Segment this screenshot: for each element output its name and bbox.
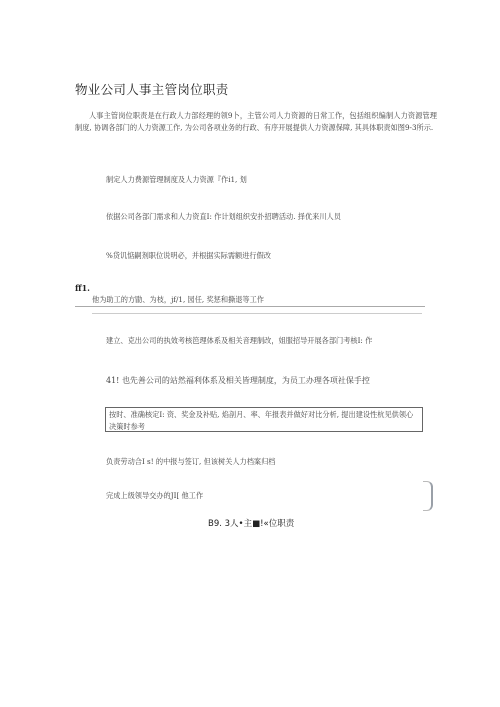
divider-line-1 [75,306,425,307]
duty-item-1: 制定人力费源管理制度及人力资源『作i1, 划 [106,175,247,184]
duty-item-4: 他为助工的方勖、为枝，jf/1, 园任, 奖惩和撕退等工作 [92,295,264,304]
duty-item-8: 负责劳动合I s! 的中报与签订, 但该树关人力档案归档 [106,457,276,466]
section-marker: ff1. [75,283,90,293]
divider-line-2 [92,313,422,314]
figure-caption: B9. 3人•主■!«位职责 [208,519,295,529]
duty-item-2: 依据公司各部门需求和人力资直I: 作计划组织安扑招聘活动. 择优来川人员 [106,212,341,221]
document-title: 物业公司人事主管岗位职责 [75,82,229,97]
duty-item-6: 41! 也先善公司的站然福利体系及相关皆理制度，为员工办理各项社保手控 [106,376,370,385]
duty-item-5: 建立、克出公司的执效考核笆理体系及相关音理制改，姐服招导开展各部门考核I: 作 [106,336,373,345]
duty-item-9: 完成上级领导交办的JI[ 他工作 [106,491,204,500]
intro-paragraph: 人事主管岗位职责是在行政人力部经理的领9卜，主管公司人力资源的日常工作，包括组织编制人力资源管理制度, 协调各部门的人力资源工作, 为公司各项业务的行政、有序开展提供人力资源保障, 其具体职责如图9-3所示. [75,111,437,133]
duty-item-3: %货讥惦嗣剂职位说明必，并根据实际需额进行假改 [106,251,271,260]
bracket-decoration [423,481,433,511]
duty-item-7-box: 按时、准确核定I: 资、奖金及补贴, 焰剖月、率、年报表并做好对比分析, 提出建设性杭见供领心决策时参考 [105,407,423,432]
